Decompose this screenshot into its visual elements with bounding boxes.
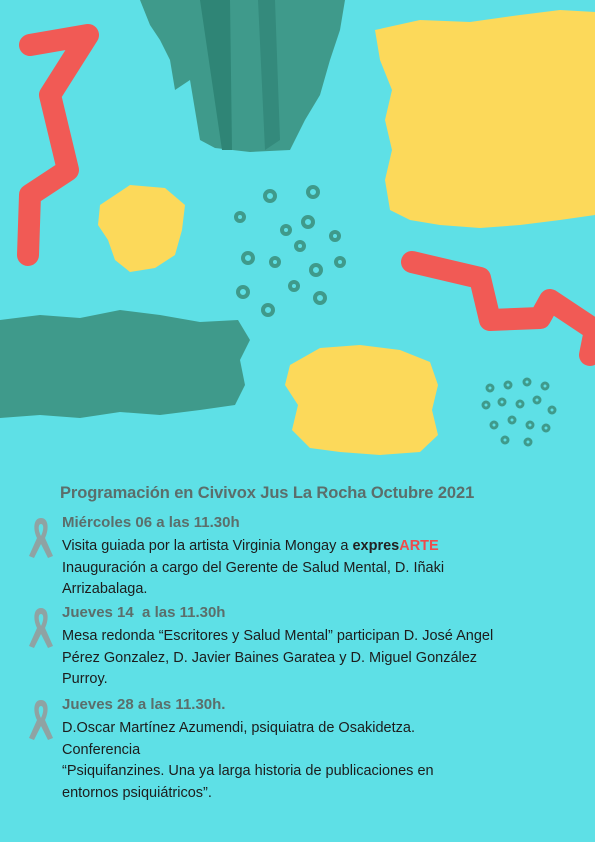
expresarte-logo-part1: expres xyxy=(352,538,400,554)
event-line-text: Visita guiada por la artista Virginia Mongay a xyxy=(62,538,353,554)
event-line: Mesa redonda “Escritores y Salud Mental” participan D. José Angel xyxy=(62,628,494,644)
event-heading: Jueves 14 a las 11.30h xyxy=(62,604,226,621)
event-description xyxy=(62,626,562,691)
ribbon-icon xyxy=(27,516,55,560)
event-line: Arrizabalaga. xyxy=(62,581,148,597)
teal-dots-right xyxy=(483,379,555,445)
event-line xyxy=(62,536,562,558)
event-line: Inauguración a cargo del Gerente de Salud Mental, D. Iñaki xyxy=(62,559,445,576)
yellow-brush-center xyxy=(285,345,438,455)
event-line: D.Oscar Martínez Azumendi, psiquiatra de Osakidetza. xyxy=(62,720,415,736)
yellow-brush-top-right xyxy=(375,10,595,228)
red-zigzag-right xyxy=(412,262,595,355)
yellow-brush-left xyxy=(98,185,185,272)
teal-dots-center xyxy=(236,187,344,315)
red-zigzag-left xyxy=(28,35,88,255)
event-line: Purroy. xyxy=(62,671,108,687)
event-line: Conferencia xyxy=(62,741,141,758)
event-description xyxy=(62,536,562,601)
program-title: Programación en Civivox Jus La Rocha Octubre 2021 xyxy=(60,484,475,502)
event-heading: Jueves 28 a las 11.30h. xyxy=(62,696,226,713)
teal-brush-top xyxy=(140,0,345,152)
event-line: Pérez Gonzalez, D. Javier Baines Garatea y D. Miguel González xyxy=(62,649,478,666)
teal-brush-left xyxy=(0,310,250,418)
ribbon-icon xyxy=(27,698,55,742)
event-heading: Miércoles 06 a las 11.30h xyxy=(62,514,240,531)
ribbon-icon xyxy=(27,606,55,650)
event-description xyxy=(62,718,562,804)
event-line: entornos psiquiátricos”. xyxy=(62,784,212,801)
event-line: “Psiquifanzines. Una ya larga historia de publicaciones en xyxy=(62,763,434,779)
expresarte-logo-part2: ARTE xyxy=(399,538,439,554)
